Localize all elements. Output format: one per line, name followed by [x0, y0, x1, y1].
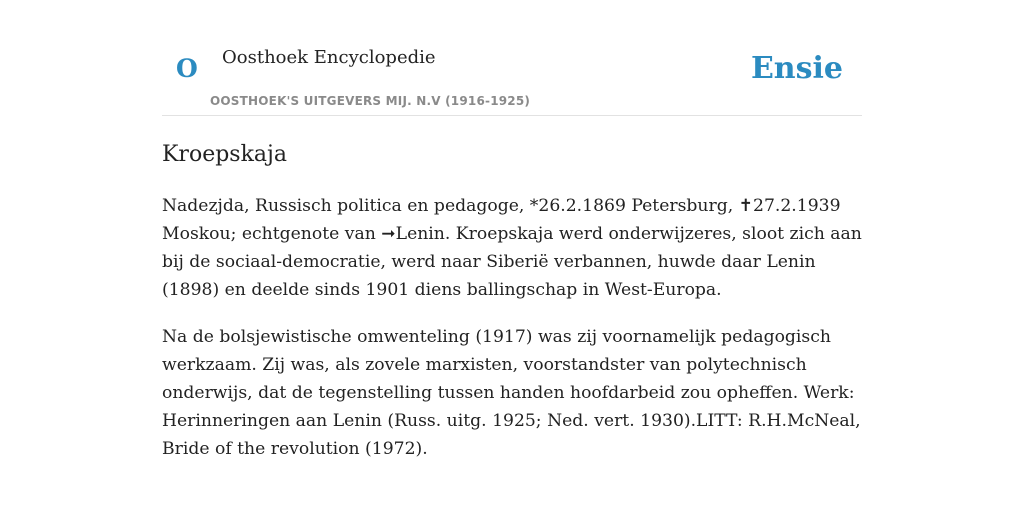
- site-title[interactable]: Oosthoek Encyclopedie: [222, 47, 436, 68]
- site-header: [162, 0, 862, 116]
- page: [162, 0, 862, 459]
- publisher-label: OOSTHOEK'S UITGEVERS MIJ. N.V (1916-1925): [210, 94, 531, 108]
- site-logo[interactable]: O: [176, 54, 198, 83]
- brand-logo[interactable]: Ensie: [750, 51, 843, 86]
- article-paragraph-2: Na de bolsjewistische omwenteling (1917) was zij voornamelijk pedagogisch werkzaam. Zij was, als zovele marxisten, voorstandster van polytechnisch onderwijs, dat de tegenstelling tussen handen hoofdarbeid zou opheffen. Werk: Herinneringen aan Lenin (Russ. uitg. 1925; Ned. vert. 1930).LITT: R.H.McNeal, Bride of the revolution (1972).: [162, 327, 861, 459]
- article-paragraph-1: Nadezjda, Russisch politica en pedagoge, *26.2.1869 Petersburg, ✝27.2.1939 Moskou; echtgenote van ➞Lenin. Kroepskaja werd onderwijzeres, sloot zich aan bij de sociaal-democratie, werd naar Siberië verbannen, huwde daar Lenin (1898) en deelde sinds 1901 diens ballingschap in West-Europa.: [162, 196, 862, 300]
- article-title: Kroepskaja: [162, 142, 287, 167]
- article-body: [162, 192, 862, 482]
